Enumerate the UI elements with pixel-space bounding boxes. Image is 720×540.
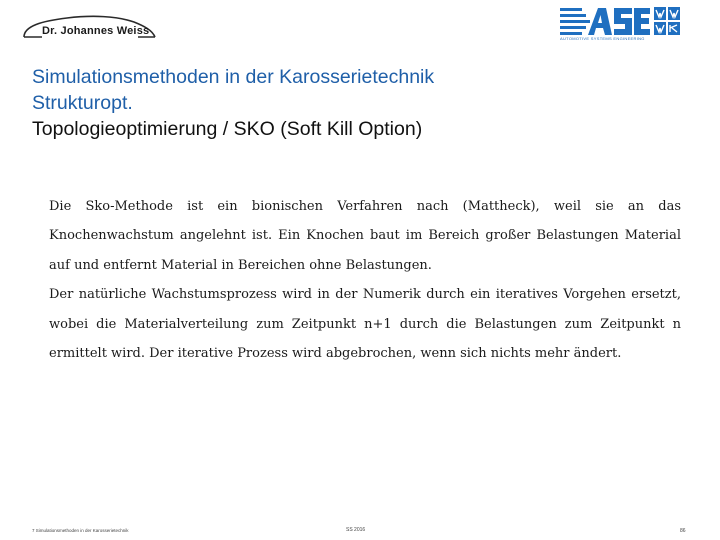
footer-semester: SS 2016 (346, 527, 366, 533)
body-paragraph-1: Die Sko-Methode ist ein bionischen Verfahren nach (Mattheck), weil sie an das Knochenwachstum angelehnt ist. Ein Knochen baut im Bereich großer Belastungen Material auf und entfernt Material in Bereichen ohne Belastungen. (49, 199, 681, 273)
ase-logo-subtext: AUTOMOTIVE SYSTEMS ENGINEERING (560, 36, 645, 41)
ase-logo (560, 6, 682, 42)
title-line-1: Simulationsmethoden in der Karosserietechnik (32, 66, 435, 88)
title-line-3: Topologieoptimierung / SKO (Soft Kill Option) (32, 118, 423, 140)
company-logo-text: Dr. Johannes Weiss (42, 25, 150, 37)
slide-body (49, 192, 681, 368)
body-paragraph-2: Der natürliche Wachstumsprozess wird in der Numerik durch ein iteratives Vorgehen ersetzt, wobei die Materialverteilung zum Zeitpunkt n+1 durch die Belastungen zum Zeitpunkt n ermittelt wird. Der iterative Prozess wird abgebrochen, wenn sich nichts mehr ändert. (49, 287, 681, 362)
company-logo (22, 14, 157, 40)
footer-page-number: 86 (680, 528, 686, 534)
footer-course-name: 7 Simulationsmethoden in der Karosserietechnik (32, 528, 129, 533)
slide-title (32, 64, 672, 142)
title-line-2: Strukturopt. (32, 92, 133, 114)
ase-logo-mark (560, 6, 682, 36)
